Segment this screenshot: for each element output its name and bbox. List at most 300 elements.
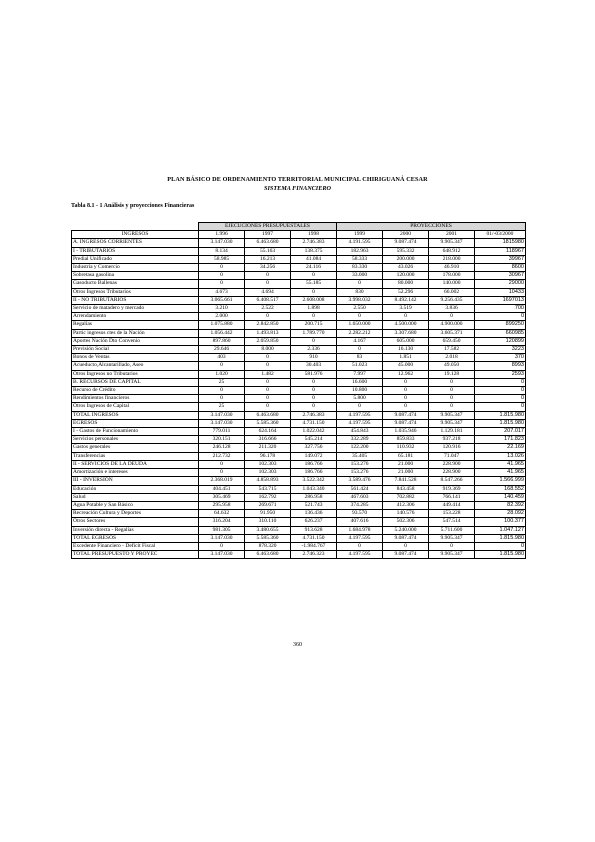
value-cell: 1.129.181 <box>429 428 475 436</box>
value-cell: 0 <box>245 272 291 280</box>
value-cell: 0 <box>291 403 337 411</box>
value-cell: 2.842.850 <box>245 321 291 329</box>
value-cell: 3.147.030 <box>199 411 245 419</box>
value-cell: 5.585.360 <box>245 419 291 427</box>
value-cell: 136.436 <box>291 510 337 518</box>
value-cell: 64.632 <box>199 510 245 518</box>
table-row <box>72 264 526 272</box>
table-row <box>72 337 526 345</box>
value-cell: 24.116 <box>291 264 337 272</box>
row-label: Partic ingresos ctes de la Nación <box>72 329 199 337</box>
row-label: Educación <box>72 485 199 493</box>
value-cell: 3.522.342 <box>291 477 337 485</box>
value-cell: 0 <box>475 403 526 411</box>
blank-cell <box>72 223 199 231</box>
table-row <box>72 247 526 255</box>
value-cell: 327.756 <box>291 444 337 452</box>
value-cell: 8993 <box>475 362 526 370</box>
value-cell: 52.296 <box>383 288 429 296</box>
value-cell: 0 <box>245 362 291 370</box>
value-cell: 41.965 <box>475 469 526 477</box>
value-cell: 1.075.880 <box>199 321 245 329</box>
value-cell: 1.789.770 <box>291 329 337 337</box>
value-cell: 83.330 <box>337 264 383 272</box>
value-cell: 55.163 <box>245 247 291 255</box>
row-label: TOTAL INGRESOS <box>72 411 199 419</box>
value-cell: 25 <box>199 378 245 386</box>
table-row <box>72 526 526 534</box>
value-cell: 51.023 <box>337 362 383 370</box>
row-label: Sobretasa gasolina <box>72 272 199 280</box>
value-cell: 55.185 <box>291 280 337 288</box>
value-cell: 200.000 <box>383 255 429 263</box>
row-label: Bonos de Ventas <box>72 354 199 362</box>
value-cell: 0 <box>199 460 245 468</box>
value-cell: 561.424 <box>337 485 383 493</box>
value-cell: 82.392 <box>475 501 526 509</box>
row-label: Predial Unificado <box>72 255 199 263</box>
value-cell: 332.289 <box>337 436 383 444</box>
value-cell: 624.164 <box>245 428 291 436</box>
value-cell: 9.905.347 <box>429 239 475 247</box>
value-cell: 0 <box>245 395 291 403</box>
value-cell: 981.305 <box>199 526 245 534</box>
value-cell: 93.570 <box>337 510 383 518</box>
value-cell: 2.368.019 <box>199 477 245 485</box>
table-row <box>72 288 526 296</box>
value-cell: 8.134 <box>199 247 245 255</box>
value-cell: 122.200 <box>337 444 383 452</box>
value-cell: 58.985 <box>199 255 245 263</box>
table-row <box>72 395 526 403</box>
table-row <box>72 436 526 444</box>
value-cell: 4.197.595 <box>337 411 383 419</box>
value-cell: 0 <box>291 378 337 386</box>
value-cell: 140.576 <box>383 510 429 518</box>
value-cell: 4.900.000 <box>429 321 475 329</box>
table-row <box>72 419 526 427</box>
value-cell: 1.020 <box>199 370 245 378</box>
value-cell: 316.666 <box>245 436 291 444</box>
table-row <box>72 485 526 493</box>
value-cell: 0 <box>291 288 337 296</box>
value-cell: 660985 <box>475 329 526 337</box>
value-cell: 0 <box>475 313 526 321</box>
value-cell: 200.715 <box>291 321 337 329</box>
row-label: Agua Potable y San Básico <box>72 501 199 509</box>
value-cell: 1.056.442 <box>199 329 245 337</box>
value-cell: 17.582 <box>429 346 475 354</box>
value-cell: 8600 <box>475 264 526 272</box>
value-cell: 3.147.030 <box>199 534 245 542</box>
value-cell: 467.603 <box>337 493 383 501</box>
value-cell: 182.963 <box>337 247 383 255</box>
value-cell: 0 <box>199 362 245 370</box>
value-cell: 39967 <box>475 255 526 263</box>
row-label: Otros Ingresos de Capital <box>72 403 199 411</box>
value-cell: 0 <box>245 313 291 321</box>
value-cell: 153.228 <box>429 510 475 518</box>
value-cell: 3.147.030 <box>199 419 245 427</box>
value-cell: 6.408.517 <box>245 296 291 304</box>
value-cell: 545.214 <box>291 436 337 444</box>
value-cell: 120.916 <box>429 444 475 452</box>
value-cell: 35.405 <box>337 452 383 460</box>
value-cell: 648.912 <box>429 247 475 255</box>
value-cell: 21.000 <box>383 460 429 468</box>
value-cell: 9.087.474 <box>383 534 429 542</box>
value-cell: 0 <box>383 542 429 550</box>
value-cell: 859.833 <box>383 436 429 444</box>
value-cell: 0 <box>199 469 245 477</box>
value-cell: 0 <box>475 395 526 403</box>
value-cell: 878.320 <box>245 542 291 550</box>
value-cell: 843.458 <box>383 485 429 493</box>
value-cell: 0 <box>291 395 337 403</box>
value-cell: 702.882 <box>383 493 429 501</box>
value-cell: 0 <box>429 378 475 386</box>
table-row <box>72 378 526 386</box>
value-cell: 4.694 <box>245 288 291 296</box>
value-cell: 2.746.383 <box>291 239 337 247</box>
value-cell: 0 <box>199 387 245 395</box>
value-cell: 118967 <box>475 247 526 255</box>
value-cell: 626.237 <box>291 518 337 526</box>
value-cell: 0 <box>199 272 245 280</box>
row-label: Industria y Comercio <box>72 264 199 272</box>
value-cell: 2.000 <box>199 313 245 321</box>
value-cell: 1815980 <box>475 239 526 247</box>
table-row <box>72 280 526 288</box>
value-cell: 3.589.476 <box>337 477 383 485</box>
value-cell: 0 <box>337 313 383 321</box>
row-label: II - NO TRIBUTARIOS <box>72 296 199 304</box>
value-cell: 16.600 <box>337 378 383 386</box>
value-cell: 8.547.266 <box>429 477 475 485</box>
value-cell: 33.000 <box>337 272 383 280</box>
value-cell: 0 <box>291 387 337 395</box>
value-cell: 659.450 <box>429 337 475 345</box>
value-cell: 779.011 <box>199 428 245 436</box>
column-header: 1999 <box>337 231 383 239</box>
table-row <box>72 272 526 280</box>
table-row <box>72 518 526 526</box>
value-cell: 0 <box>337 346 383 354</box>
value-cell: 913.628 <box>291 526 337 534</box>
value-cell: 407.616 <box>337 518 383 526</box>
value-cell: 2.550 <box>337 305 383 313</box>
value-cell: 3.147.030 <box>199 239 245 247</box>
value-cell: 178.000 <box>429 272 475 280</box>
value-cell: 0 <box>199 264 245 272</box>
value-cell: 0 <box>245 354 291 362</box>
table-row <box>72 493 526 501</box>
column-header: 1998 <box>291 231 337 239</box>
table-row <box>72 477 526 485</box>
value-cell: 3.307.680 <box>383 329 429 337</box>
value-cell: 4.731.150 <box>291 534 337 542</box>
table-row <box>72 542 526 550</box>
row-label: Previsión Social <box>72 346 199 354</box>
value-cell: 1.684.978 <box>337 526 383 534</box>
table-row <box>72 501 526 509</box>
table-row <box>72 370 526 378</box>
value-cell: 2593 <box>475 370 526 378</box>
value-cell: 3.210 <box>199 305 245 313</box>
value-cell: 412.306 <box>383 501 429 509</box>
value-cell: 910 <box>291 354 337 362</box>
row-label: I - Gastos de Funcionamiento <box>72 428 199 436</box>
value-cell: 2.059.850 <box>245 337 291 345</box>
group-header-row <box>72 223 526 231</box>
table-row <box>72 403 526 411</box>
table-row <box>72 354 526 362</box>
value-cell: 0 <box>429 542 475 550</box>
table-row <box>72 469 526 477</box>
value-cell: 316.204 <box>199 518 245 526</box>
row-label: Arrendamiento <box>72 313 199 321</box>
value-cell: 4.197.595 <box>337 419 383 427</box>
table-row <box>72 551 526 559</box>
column-header: 1997 <box>245 231 291 239</box>
row-label: TOTAL PRESUPUESTO Y PROYEC <box>72 551 199 559</box>
value-cell: 899250 <box>475 321 526 329</box>
value-cell: 1.650.000 <box>337 321 383 329</box>
row-label: Servicios personales <box>72 436 199 444</box>
value-cell: 49.050 <box>429 362 475 370</box>
value-cell: 543.715 <box>245 485 291 493</box>
row-label: Amortización e intereses <box>72 469 199 477</box>
value-cell: 228.900 <box>429 469 475 477</box>
value-cell: 46.910 <box>429 264 475 272</box>
value-cell: 0 <box>337 403 383 411</box>
value-cell: 295.958 <box>199 501 245 509</box>
value-cell: 25 <box>199 403 245 411</box>
value-cell: 8.000 <box>245 346 291 354</box>
value-cell: 0 <box>429 403 475 411</box>
row-label: III - INVERSIÓN <box>72 477 199 485</box>
column-header: 2001 <box>429 231 475 239</box>
value-cell: 4.858.893 <box>245 477 291 485</box>
value-cell: 0 <box>383 395 429 403</box>
value-cell: 9.087.474 <box>383 551 429 559</box>
value-cell: 4.673 <box>199 288 245 296</box>
value-cell: 5.240.000 <box>383 526 429 534</box>
value-cell: 171.823 <box>475 436 526 444</box>
value-cell: 2.282.212 <box>337 329 383 337</box>
value-cell: 6.463.680 <box>245 551 291 559</box>
value-cell: 2.608.008 <box>291 296 337 304</box>
value-cell: 96.178 <box>245 452 291 460</box>
value-cell: 1697013 <box>475 296 526 304</box>
value-cell: 9.087.474 <box>383 239 429 247</box>
value-cell: 700 <box>475 305 526 313</box>
value-cell: 0 <box>199 395 245 403</box>
value-cell: 7.841.528 <box>383 477 429 485</box>
value-cell: 403 <box>199 354 245 362</box>
value-cell: 830 <box>337 288 383 296</box>
value-cell: 211.320 <box>245 444 291 452</box>
table-body <box>72 239 526 559</box>
row-label: Excedente Financiero - Deficit Fiscal <box>72 542 199 550</box>
value-cell: 29.646 <box>199 346 245 354</box>
row-label: Transferencias <box>72 452 199 460</box>
value-cell: 1.898 <box>291 305 337 313</box>
value-cell: 1.815.980 <box>475 411 526 419</box>
value-cell: 1.035.946 <box>383 428 429 436</box>
value-cell: 153.276 <box>337 460 383 468</box>
value-cell: 1.043.340 <box>291 485 337 493</box>
value-cell: 595.332 <box>383 247 429 255</box>
value-cell: 207.017 <box>475 428 526 436</box>
column-header: 2000 <box>383 231 429 239</box>
value-cell: 2.018 <box>429 354 475 362</box>
value-cell: 45.000 <box>383 362 429 370</box>
value-cell: 102.303 <box>245 469 291 477</box>
value-cell: 0 <box>199 280 245 288</box>
value-cell: 1.566.999 <box>475 477 526 485</box>
value-cell: 1.022.042 <box>291 428 337 436</box>
table-row <box>72 460 526 468</box>
value-cell: 5.585.360 <box>245 534 291 542</box>
value-cell: 1.815.980 <box>475 534 526 542</box>
value-cell: 502.306 <box>383 518 429 526</box>
column-header-row <box>72 231 526 239</box>
value-cell: 0 <box>429 395 475 403</box>
row-label: Otros Ingresos no Tributarios <box>72 370 199 378</box>
value-cell: 102.303 <box>245 460 291 468</box>
value-cell: 120.000 <box>383 272 429 280</box>
value-cell: 4.167 <box>337 337 383 345</box>
value-cell: 404.451 <box>199 485 245 493</box>
value-cell: 30967 <box>475 272 526 280</box>
value-cell: 168.552 <box>475 485 526 493</box>
value-cell: 0 <box>291 337 337 345</box>
column-header: 1.996 <box>199 231 245 239</box>
value-cell: 269.671 <box>245 501 291 509</box>
table-row <box>72 510 526 518</box>
row-label: Servicio de matadero y mercado <box>72 305 199 313</box>
value-cell: 4.500.000 <box>383 321 429 329</box>
value-cell: 186.766 <box>291 469 337 477</box>
value-cell: 449.414 <box>429 501 475 509</box>
value-cell: 1.815.980 <box>475 419 526 427</box>
table-caption: Tabla 8.1 - 1 Análisis y proyecciones Financieras <box>71 203 195 209</box>
table-row <box>72 313 526 321</box>
value-cell: 0 <box>475 387 526 395</box>
row-label: B. RECURSOS DE CAPITAL <box>72 378 199 386</box>
value-cell: 41.084 <box>291 255 337 263</box>
value-cell: 547.514 <box>429 518 475 526</box>
row-label: Gastos generales <box>72 444 199 452</box>
value-cell: 12.962 <box>383 370 429 378</box>
value-cell: 149.072 <box>291 452 337 460</box>
value-cell: 4.731.150 <box>291 419 337 427</box>
value-cell: 8.492.142 <box>383 296 429 304</box>
value-cell: 186.766 <box>291 460 337 468</box>
value-cell: 521.743 <box>291 501 337 509</box>
table-row <box>72 305 526 313</box>
value-cell: 2.746.383 <box>291 411 337 419</box>
value-cell: 71.047 <box>429 452 475 460</box>
value-cell: 10.800 <box>337 387 383 395</box>
value-cell: 16.130 <box>383 346 429 354</box>
row-label: Gasoducto Ballenas <box>72 280 199 288</box>
row-label: Recreación Cultura y Deportes <box>72 510 199 518</box>
value-cell: 1.482 <box>245 370 291 378</box>
value-cell: 0 <box>245 387 291 395</box>
value-cell: 228.900 <box>429 460 475 468</box>
value-cell: 162.792 <box>245 493 291 501</box>
row-label: TOTAL EGRESOS <box>72 534 199 542</box>
value-cell: 320.151 <box>199 436 245 444</box>
value-cell: 83 <box>337 354 383 362</box>
value-cell: 4.197.595 <box>337 534 383 542</box>
value-cell: 1.851 <box>383 354 429 362</box>
value-cell: 0 <box>291 313 337 321</box>
value-cell: 0 <box>383 387 429 395</box>
table-row <box>72 255 526 263</box>
value-cell: 897.860 <box>199 337 245 345</box>
value-cell: 3.519 <box>383 305 429 313</box>
value-cell: 2.746.323 <box>291 551 337 559</box>
value-cell: 58.333 <box>337 255 383 263</box>
value-cell: 100.377 <box>475 518 526 526</box>
value-cell: 13.026 <box>475 452 526 460</box>
value-cell: 4.191.595 <box>337 239 383 247</box>
value-cell: 153.276 <box>337 469 383 477</box>
row-label: Inversión directa - Regalías <box>72 526 199 534</box>
value-cell: 246.128 <box>199 444 245 452</box>
row-label: Salud <box>72 493 199 501</box>
table-row <box>72 329 526 337</box>
value-cell: 6.463.680 <box>245 411 291 419</box>
table-row <box>72 362 526 370</box>
table-row <box>72 321 526 329</box>
value-cell: 9.087.474 <box>383 419 429 427</box>
row-label: I - TRIBUTARIOS <box>72 247 199 255</box>
row-label: Otros Ingresos Tributarios <box>72 288 199 296</box>
ejecuciones-header: EJECUCIONES PRESUPUESTALES <box>199 223 337 231</box>
value-cell: 374.285 <box>337 501 383 509</box>
table-row <box>72 452 526 460</box>
value-cell: 28.092 <box>475 510 526 518</box>
value-cell: 140.459 <box>475 493 526 501</box>
value-cell: 9.087.474 <box>383 411 429 419</box>
value-cell: 9.905.347 <box>429 419 475 427</box>
value-cell: 21.000 <box>383 469 429 477</box>
table-row <box>72 444 526 452</box>
value-cell: 3223 <box>475 346 526 354</box>
value-cell: 2.522 <box>245 305 291 313</box>
value-cell: 7.997 <box>337 370 383 378</box>
value-cell: 3.836 <box>429 305 475 313</box>
value-cell: 454.843 <box>337 428 383 436</box>
value-cell: 212.732 <box>199 452 245 460</box>
value-cell: 3.065.661 <box>199 296 245 304</box>
value-cell: 4.197.595 <box>337 551 383 559</box>
value-cell: 110.932 <box>383 444 429 452</box>
value-cell: 0 <box>245 403 291 411</box>
value-cell: 43.026 <box>383 264 429 272</box>
value-cell: 19.128 <box>429 370 475 378</box>
value-cell: 91.950 <box>245 510 291 518</box>
table-row <box>72 239 526 247</box>
page-number: 360 <box>293 642 302 648</box>
row-label: Otros Sectores <box>72 518 199 526</box>
value-cell: 9.905.347 <box>429 411 475 419</box>
value-cell: 3.998.032 <box>337 296 383 304</box>
